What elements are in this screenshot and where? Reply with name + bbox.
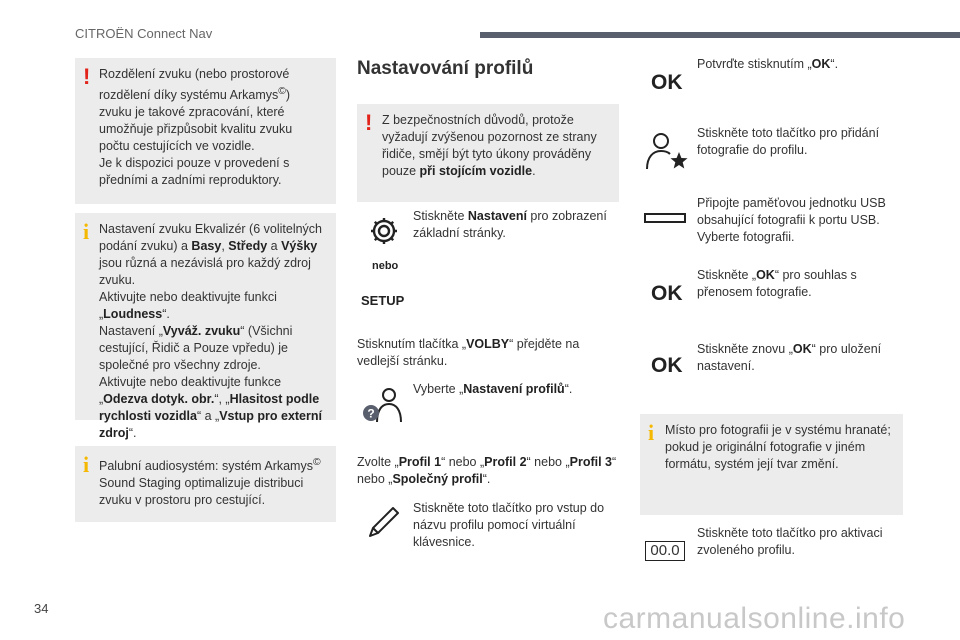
svg-text:?: ? [367, 406, 375, 421]
step-activate: Stiskněte toto tlačítko pro aktivaci zvoleného profilu. [697, 526, 883, 557]
ok-button: OK [651, 282, 683, 305]
info-icon: i [648, 420, 655, 445]
section-title: Nastavování profilů [357, 58, 534, 79]
warning-text: Z bezpečnostních důvodů, protože vyžadují zvýšenou pozornost ze strany řidiče, smějí být tyto úkony prováděny pouze při stojícím vozidle. [382, 113, 597, 178]
step-settings: Stiskněte Nastavení pro zobrazení základní stránky. [413, 209, 607, 240]
info-icon: i [83, 219, 90, 244]
step-add-photo: Stiskněte toto tlačítko pro přidání fotografie do profilu. [697, 126, 880, 157]
ok-button: OK [651, 354, 683, 377]
watermark: carmanualsonline.info [603, 602, 906, 635]
warning-icon: ! [365, 110, 373, 135]
manual-header-title: CITROËN Connect Nav [75, 26, 213, 41]
profile-activate-icon: 00.0 [645, 541, 685, 561]
info-text: Místo pro fotografii je v systému hranaté; pokud je originální fotografie v jiném formátu, systém její tvar změní. [665, 423, 891, 471]
step-volby: Stisknutím tlačítka „VOLBY“ přejděte na vedlejší stránku. [357, 337, 580, 368]
add-photo-user-icon [645, 131, 689, 171]
step-profile-settings: Vyberte „Nastavení profilů“. [413, 382, 573, 396]
ok-button: OK [651, 71, 683, 94]
warning-box-safety [357, 104, 619, 202]
info-text: Nastavení zvuku Ekvalizér (6 volitelných podání zvuku) a Basy, Středy a Výšky jsou různá a nezávislá pro každý zdroj zvuku. Aktivujte nebo deaktivujte funkci „Loudness“. Nastavení „Vyváž. zvuku“ (Všichni cestující, Řidič a Pouze vpředu) je společné pro všechny zdroje. Aktivujte nebo deaktivujte funkce „Odezva dotyk. obr.“, „Hlasitost podle rychlosti vozidla“ a „Vstup pro externí zdroj“. [99, 222, 323, 440]
info-box-arkamys [75, 446, 336, 522]
user-help-icon [362, 386, 404, 424]
info-box-photo [640, 414, 903, 515]
or-label: nebo [372, 260, 399, 272]
info-text: Palubní audiosystém: systém Arkamys© Sound Staging optimalizuje distribuci zvuku v prostoru pro cestující. [99, 457, 321, 508]
warning-icon: ! [83, 64, 91, 89]
page-number: 34 [34, 601, 49, 616]
step-choose-profile: Zvolte „Profil 1“ nebo „Profil 2“ nebo „Profil 3“ nebo „Společný profil“. [357, 455, 617, 486]
info-box-equalizer [75, 213, 336, 440]
warning-box-sound-distribution [75, 58, 336, 204]
step-usb: Připojte paměťovou jednotku USB obsahující fotografii k portu USB. Vyberte fotografii. [697, 196, 886, 244]
usb-drive-icon [644, 213, 686, 223]
step-keyboard: Stiskněte toto tlačítko pro vstup do názvu profilu pomocí virtuální klávesnice. [413, 501, 605, 549]
info-icon: i [83, 452, 90, 477]
header-bar [480, 32, 960, 38]
gear-icon [368, 215, 400, 247]
step-transfer: Stiskněte „OK“ pro souhlas s přenosem fotografie. [697, 268, 857, 299]
setup-button-label: SETUP [361, 293, 405, 308]
step-save: Stiskněte znovu „OK“ pro uložení nastavení. [697, 342, 882, 373]
pencil-icon [366, 504, 402, 540]
warning-text: Rozdělení zvuku (nebo prostorové rozdělení díky systému Arkamys©) zvuku je takové zpracování, které umožňuje přizpůsobit kvalitu zvuku počtu cestujících ve vozidle. Je k dispozici pouze v provedení s předními a zadními reproduktory. [99, 67, 293, 188]
step-confirm: Potvrďte stisknutím „OK“. [697, 57, 839, 71]
